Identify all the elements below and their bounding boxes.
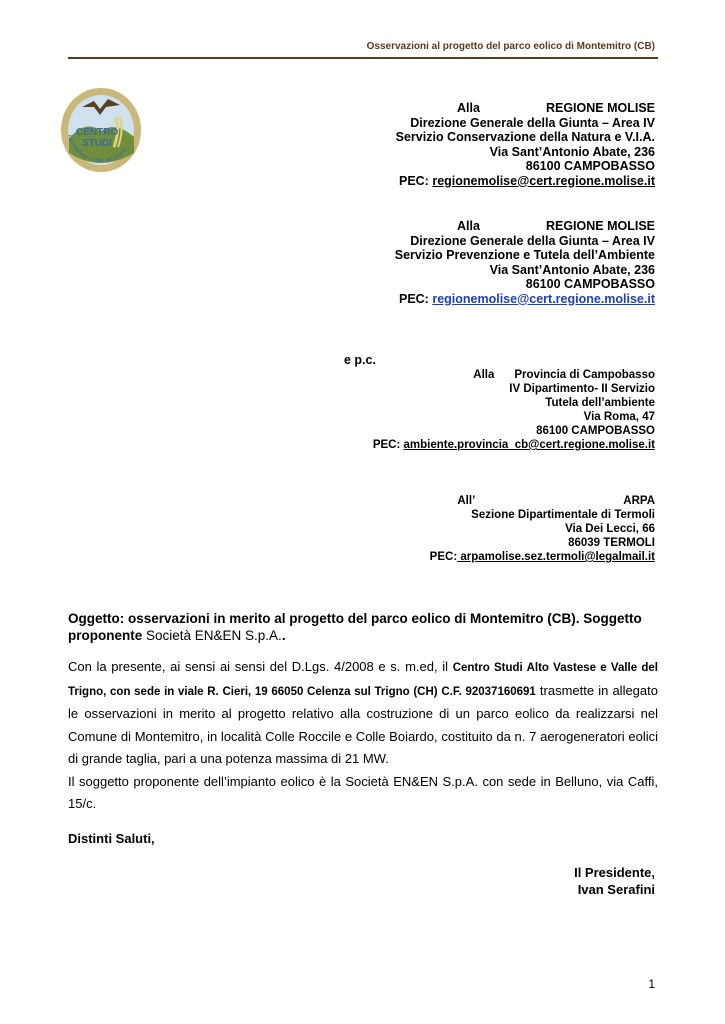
recipient-4-name: ARPA <box>623 495 655 507</box>
recipient-1-line: Servizio Conservazione della Natura e V.I.A. <box>395 130 655 144</box>
recipient-3-line: IV Dipartimento- II Servizio <box>509 383 655 395</box>
recipient-3-pec-label: PEC: <box>372 439 404 451</box>
page-number: 1 <box>648 977 655 991</box>
recipient-2-name: REGIONE MOLISE <box>545 219 655 233</box>
recipient-1-alla: Alla <box>457 101 480 115</box>
logo-text-line1: CENTRO <box>76 127 119 138</box>
letter-body <box>68 656 658 816</box>
body-paragraph-1 <box>68 656 658 771</box>
recipient-1-line: Via Sant’Antonio Abate, 236 <box>489 144 655 159</box>
recipient-3-line: Via Roma, 47 <box>583 411 655 423</box>
signature-role: Il Presidente, <box>574 865 655 880</box>
recipient-3-pec-link[interactable]: ambiente.provincia_cb@cert.regione.molise.it <box>403 439 655 451</box>
recipient-2-line: 86100 CAMPOBASSO <box>525 277 655 291</box>
signature-name: Ivan Serafini <box>577 882 655 897</box>
signature <box>574 864 655 898</box>
recipient-4-line: Sezione Dipartimentale di Termoli <box>471 509 655 521</box>
recipient-3-line: Tutela dell’ambiente <box>545 397 655 409</box>
recipient-4-line: 86039 TERMOLI <box>568 537 655 549</box>
recipient-4-pec-link[interactable]: arpamolise.sez.termoli@legalmail.it <box>457 551 655 563</box>
recipient-2-alla: Alla <box>457 219 480 233</box>
recipient-3-alla: Alla <box>473 369 495 381</box>
subject <box>68 610 668 644</box>
centro-studi-logo <box>60 87 142 173</box>
recipient-4-pec-label: PEC: <box>429 551 458 563</box>
body-p1-start: Con la presente, ai sensi ai sensi del D.Lgs. 4/2008 e s. m.ed, il <box>68 659 453 674</box>
recipient-3-name: Provincia di Campobasso <box>514 369 655 381</box>
recipient-1 <box>396 101 655 188</box>
body-paragraph-2: Il soggetto proponente dell’impianto eolico è la Società EN&EN S.p.A. con sede in Belluno, via Caffi, 15/c. <box>68 773 658 811</box>
body-p1-end: trasmette in allegato le osservazioni in merito al progetto relativo alla costruzione di un parco eolico da realizzarsi nel Comune di Montemitro, in località Colle Roccile e Colle Boiardo, costituito da n. 7 aerogeneratori eolici di grande taglia, pari a una potenza massima di 21 MW. <box>68 682 658 766</box>
subject-end: . <box>281 628 286 643</box>
recipient-2-line: Via Sant’Antonio Abate, 236 <box>489 262 655 277</box>
recipient-2-pec-link[interactable]: regionemolise@cert.regione.molise.it <box>432 291 655 306</box>
subject-company: Società EN&EN S.p.A. <box>142 628 282 643</box>
logo-text-line2: STUDI <box>82 138 112 149</box>
body-p1-sender: Centro Studi Alto Vastese e Valle del Trigno, con sede in viale R. Cieri, 19 66050 Celenza sul Trigno (CH) C.F. 92037160691 <box>68 662 658 698</box>
recipient-3-line: 86100 CAMPOBASSO <box>536 425 655 437</box>
header-divider <box>68 57 658 59</box>
recipient-1-line: Direzione Generale della Giunta – Area IV <box>410 115 655 130</box>
recipient-2-pec-label: PEC: <box>398 291 433 306</box>
recipient-2-line: Direzione Generale della Giunta – Area IV <box>410 233 655 248</box>
recipient-2-line: Servizio Prevenzione e Tutela dell’Ambiente <box>394 248 655 262</box>
header-title: Osservazioni al progetto del parco eolico di Montemitro (CB) <box>366 41 655 52</box>
subject-bold: Oggetto: osservazioni in merito al progetto del parco eolico di Montemitro (CB). Soggetto proponente <box>68 611 642 643</box>
epc-label: e p.c. <box>344 353 376 367</box>
logo-ring-text: Alto Vastese e Valle del Trigno <box>66 133 129 165</box>
recipient-1-name: REGIONE MOLISE <box>545 101 655 115</box>
recipient-3 <box>373 368 655 452</box>
recipient-1-pec-label: PEC: <box>398 173 433 188</box>
recipient-2 <box>395 219 655 306</box>
recipient-4-line: Via Dei Lecci, 66 <box>565 523 655 535</box>
recipient-4 <box>430 494 655 564</box>
recipient-1-pec-link[interactable]: regionemolise@cert.regione.molise.it <box>432 173 655 188</box>
recipient-1-line: 86100 CAMPOBASSO <box>525 159 655 173</box>
recipient-4-alla: All’ <box>457 495 476 507</box>
closing: Distinti Saluti, <box>68 831 155 846</box>
